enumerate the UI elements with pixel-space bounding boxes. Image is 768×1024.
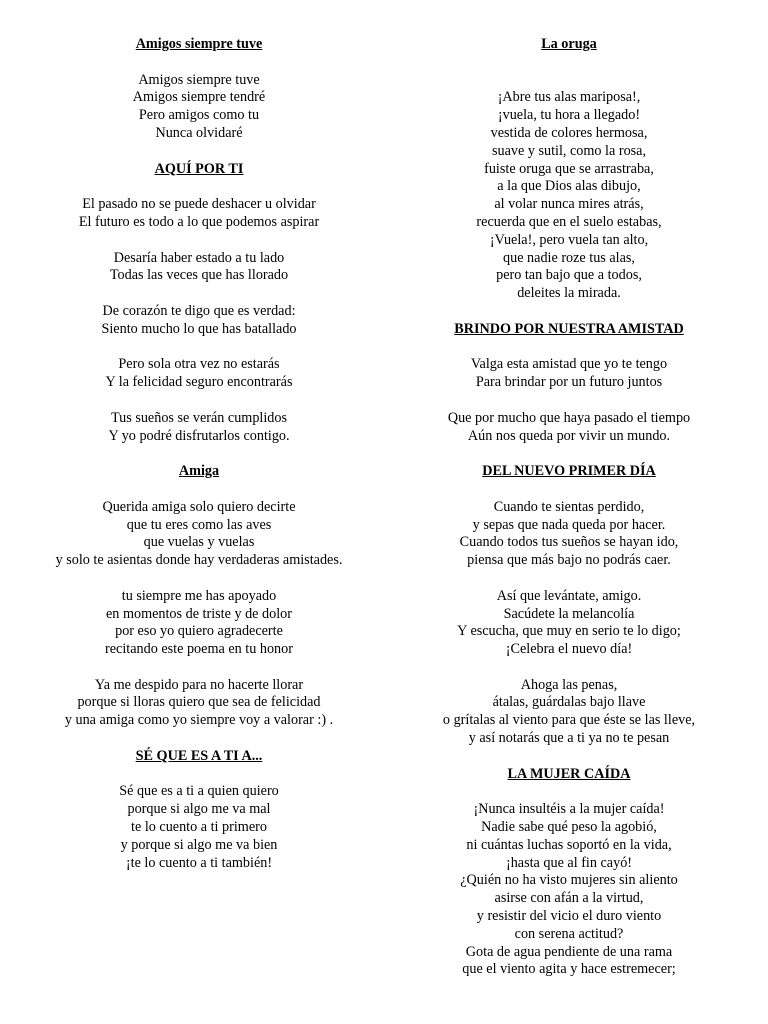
stanza <box>410 801 728 979</box>
poem-line: Pero sola otra vez no estarás <box>118 356 280 373</box>
stanza <box>30 588 368 659</box>
poem-line: Y la felicidad seguro encontrarás <box>105 374 293 391</box>
stanza <box>30 499 368 570</box>
poem-line: porque si lloras quiero que sea de felicidad <box>77 694 321 711</box>
poem-amiga <box>30 463 368 730</box>
poem-line: átalas, guárdalas bajo llave <box>492 694 646 711</box>
poem-line: y resistir del vicio el duro viento <box>476 908 662 925</box>
poem-line: en momentos de triste y de dolor <box>106 605 292 622</box>
poem-line: que tu eres como las aves <box>126 516 272 533</box>
stanza <box>30 783 368 872</box>
poem-line: Amigos siempre tendré <box>132 89 266 106</box>
stanza <box>30 303 368 339</box>
poem-line: Y escucha, que muy en serio te lo digo; <box>457 623 681 640</box>
poem-line: que nadie roze tus alas, <box>503 249 635 266</box>
poem-line: Cuando te sientas perdido, <box>493 498 645 515</box>
poem-line: pero tan bajo que a todos, <box>496 267 642 284</box>
poem-line: por eso yo quiero agradecerte <box>115 623 283 640</box>
poem-line: deleites la mirada. <box>517 285 621 302</box>
stanza <box>30 410 368 446</box>
poem-line: ¡Vuela!, pero vuela tan alto, <box>489 231 649 248</box>
poem-line: Valga esta amistad que yo te tengo <box>470 356 668 373</box>
poem-line: ¡vuela, tu hora a llegado! <box>497 107 641 124</box>
poem-line: asirse con afán a la virtud, <box>494 890 644 907</box>
poem-line: te lo cuento a ti primero <box>131 819 267 836</box>
poem-line: Pero amigos como tu <box>138 107 260 124</box>
stanza <box>30 356 368 392</box>
poem-title: Amigos siempre tuve <box>135 36 263 52</box>
poem-line: ¡te lo cuento a ti también! <box>125 854 273 871</box>
poem-line: tu siempre me has apoyado <box>121 587 277 604</box>
left-column <box>30 36 368 872</box>
stanza <box>410 356 728 392</box>
poem-line: Desaría haber estado a tu lado <box>113 249 285 266</box>
poem-title: SÉ QUE ES A TI A... <box>135 747 263 764</box>
poem-line: ¡Nunca insultéis a la mujer caída! <box>473 801 665 818</box>
poem-line: ¡Celebra el nuevo día! <box>505 641 633 658</box>
poem-line: Siento mucho lo que has batallado <box>101 320 297 337</box>
stanza <box>30 72 368 143</box>
poem-line: suave y sutil, como la rosa, <box>491 142 647 159</box>
poem-line: piensa que más bajo no podrás caer. <box>467 552 671 569</box>
stanza <box>410 677 728 748</box>
poem-line: Así que levántate, amigo. <box>496 587 642 604</box>
stanza <box>410 499 728 570</box>
poem-line: Gota de agua pendiente de una rama <box>465 943 673 960</box>
poem-se-que-es-a-ti-a <box>30 748 368 873</box>
poem-line: ¡hasta que al fin cayó! <box>505 854 633 871</box>
poem-line: fuiste oruga que se arrastraba, <box>484 160 654 177</box>
stanza <box>410 588 728 659</box>
poem-line: recitando este poema en tu honor <box>105 641 293 658</box>
poem-line: Nadie sabe qué peso la agobió, <box>481 819 657 836</box>
poem-line: Y yo podré disfrutarlos contigo. <box>108 427 290 444</box>
stanza <box>30 677 368 730</box>
poem-line: Amigos siempre tuve <box>138 71 260 88</box>
right-column <box>410 36 728 979</box>
poem-line: Todas las veces que has llorado <box>109 267 289 284</box>
poem-line: con serena actitud? <box>514 925 624 942</box>
poem-line: y solo te asientas donde hay verdaderas amistades. <box>55 552 343 569</box>
poem-line: Ya me despido para no hacerte llorar <box>94 676 304 693</box>
poem-del-nuevo-primer-dia <box>410 463 728 748</box>
poem-line: porque si algo me va mal <box>127 801 271 818</box>
poem-line: al volar nunca mires atrás, <box>494 196 644 213</box>
poem-title: La oruga <box>541 36 597 52</box>
poem-line: que el viento agita y hace estremecer; <box>462 961 676 978</box>
poem-line: Para brindar por un futuro juntos <box>475 374 663 391</box>
poem-line: Sé que es a ti a quien quiero <box>119 783 279 800</box>
poem-line: ¡Abre tus alas mariposa!, <box>497 89 641 106</box>
poem-line: El futuro es todo a lo que podemos aspirar <box>78 213 320 230</box>
poem-line: Que por mucho que haya pasado el tiempo <box>447 409 691 426</box>
poem-title: LA MUJER CAÍDA <box>507 765 631 782</box>
poem-line: que vuelas y vuelas <box>143 534 255 551</box>
poem-line: y así notarás que a ti ya no te pesan <box>468 730 670 747</box>
poem-line: y una amiga como yo siempre voy a valorar :) . <box>64 712 334 729</box>
poem-line: o grítalas al viento para que éste se las lleve, <box>442 712 696 729</box>
stanza <box>410 410 728 446</box>
poem-la-oruga <box>410 36 728 303</box>
poem-line: El pasado no se puede deshacer u olvidar <box>82 196 316 213</box>
poem-line: Cuando todos tus sueños se hayan ido, <box>459 534 679 551</box>
poem-line: De corazón te digo que es verdad: <box>102 302 296 319</box>
poem-brindo-por-nuestra-amistad <box>410 321 728 446</box>
poem-line: Ahoga las penas, <box>520 676 618 693</box>
poem-line: a la que Dios alas dibujo, <box>497 178 641 195</box>
poem-title: BRINDO POR NUESTRA AMISTAD <box>454 320 684 337</box>
stanza <box>30 250 368 286</box>
poem-line: y sepas que nada queda por hacer. <box>472 516 666 533</box>
stanza <box>30 196 368 232</box>
poem-line: y porque si algo me va bien <box>120 836 278 853</box>
poem-title: AQUÍ POR TI <box>154 160 244 177</box>
poem-title: DEL NUEVO PRIMER DÍA <box>482 463 656 480</box>
poem-aqui-por-ti <box>30 161 368 446</box>
poem-line: vestida de colores hermosa, <box>490 124 648 141</box>
poem-line: ¿Quién no ha visto mujeres sin aliento <box>460 872 678 889</box>
poem-amigos-siempre-tuve <box>30 36 368 143</box>
poem-line: Nunca olvidaré <box>155 124 243 141</box>
poem-line: recuerda que en el suelo estabas, <box>476 213 662 230</box>
poem-la-mujer-caida <box>410 766 728 980</box>
stanza <box>410 89 728 303</box>
poem-line: Querida amiga solo quiero decirte <box>102 498 296 515</box>
poem-line: Aún nos queda por vivir un mundo. <box>467 427 671 444</box>
poem-line: Sacúdete la melancolía <box>503 605 635 622</box>
poem-title: Amiga <box>178 463 220 480</box>
poem-line: Tus sueños se verán cumplidos <box>110 409 288 426</box>
poem-line: ni cuántas luchas soportó en la vida, <box>466 836 672 853</box>
